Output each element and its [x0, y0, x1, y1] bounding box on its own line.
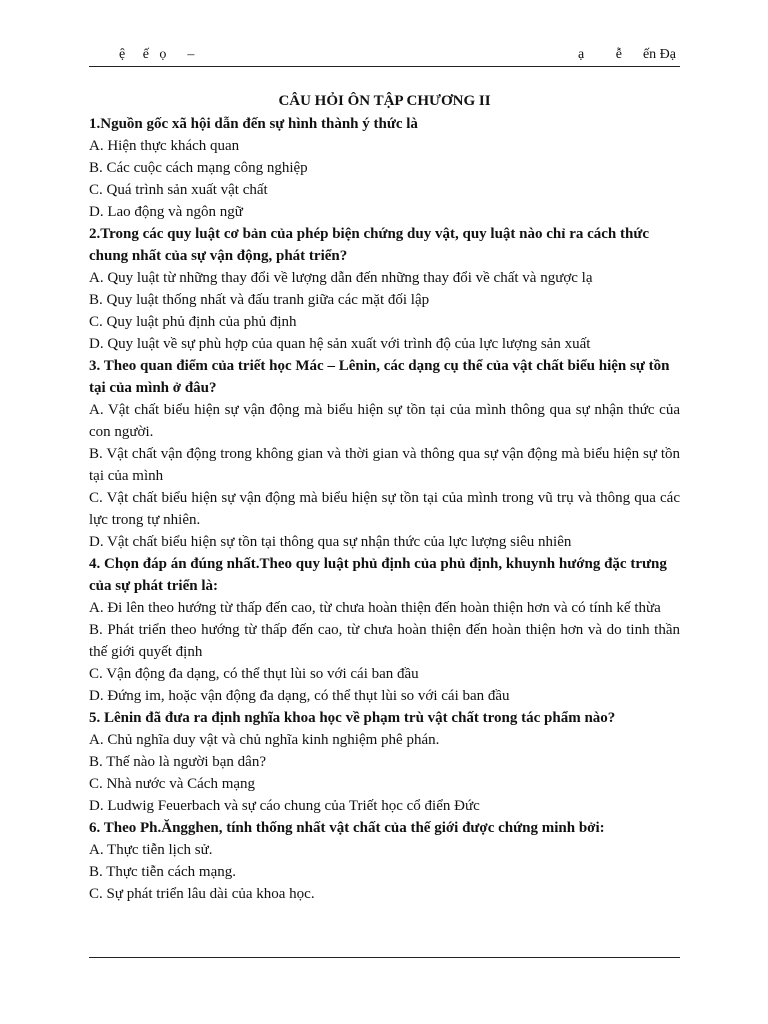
option-4d: D. Đứng im, hoặc vận động đa dạng, có thể thụt lùi so với cái ban đầu: [89, 688, 510, 704]
page-header: [89, 44, 680, 67]
question-5: 5. Lênin đã đưa ra định nghĩa khoa học về phạm trù vật chất trong tác phẩm nào?: [89, 710, 616, 726]
option-2d: D. Quy luật về sự phù hợp của quan hệ sản xuất với trình độ của lực lượng sản xuất: [89, 336, 591, 352]
option-1a: A. Hiện thực khách quan: [89, 138, 240, 154]
question-4: 4. Chọn đáp án đúng nhất.Theo quy luật phủ định của phủ định, khuynh hướng đặc trưng của sự phát triển là:: [89, 556, 667, 594]
option-6c: C. Sự phát triển lâu dài của khoa học.: [89, 886, 315, 902]
option-6a: A. Thực tiễn lịch sử.: [89, 842, 213, 858]
option-1c: C. Quá trình sản xuất vật chất: [89, 182, 268, 198]
question-block-3: [89, 355, 680, 553]
option-5b: B. Thế nào là người bạn dân?: [89, 754, 266, 770]
option-5a: A. Chủ nghĩa duy vật và chủ nghĩa kinh nghiệm phê phán.: [89, 732, 440, 748]
option-3c: C. Vật chất biểu hiện sự vận động mà biểu hiện sự tồn tại của mình trong vũ trụ và thông qua các lực trong tự nhiên.: [89, 490, 680, 528]
option-4a: A. Đi lên theo hướng từ thấp đến cao, từ chưa hoàn thiện đến hoàn thiện hơn và có tính kế thừa: [89, 600, 661, 616]
option-2b: B. Quy luật thống nhất và đấu tranh giữa các mặt đối lập: [89, 292, 430, 308]
option-3a: A. Vật chất biểu hiện sự vận động mà biểu hiện sự tồn tại của mình thông qua sự nhận thức của con người.: [89, 402, 680, 440]
header-right-text: ạ ễ ến Đạ: [578, 47, 676, 62]
document-body: [89, 90, 680, 905]
option-2c: C. Quy luật phủ định của phủ định: [89, 314, 297, 330]
question-2: 2.Trong các quy luật cơ bản của phép biện chứng duy vật, quy luật nào chỉ ra cách thức chung nhất của sự vận động, phát triển?: [89, 226, 650, 264]
option-5d: D. Ludwig Feuerbach và sự cáo chung của Triết học cổ điển Đức: [89, 798, 480, 814]
question-3: 3. Theo quan điểm của triết học Mác – Lênin, các dạng cụ thể của vật chất biểu hiện sự tồn tại của mình ở đâu?: [89, 358, 670, 396]
question-block-1: [89, 113, 680, 223]
option-4b: B. Phát triển theo hướng từ thấp đến cao, từ chưa hoàn thiện đến hoàn thiện hơn và do tinh thần thế giới quyết định: [89, 622, 680, 660]
option-3d: D. Vật chất biểu hiện sự tồn tại thông qua sự nhận thức của lực lượng siêu nhiên: [89, 534, 572, 550]
question-1: 1.Nguồn gốc xã hội dẫn đến sự hình thành ý thức là: [89, 116, 418, 132]
option-5c: C. Nhà nước và Cách mạng: [89, 776, 256, 792]
document-title: CÂU HỎI ÔN TẬP CHƯƠNG II: [278, 93, 491, 109]
question-block-2: [89, 223, 680, 355]
header-left-text: ệ ế ọ –: [119, 47, 195, 62]
option-4c: C. Vận động đa dạng, có thể thụt lùi so với cái ban đầu: [89, 666, 419, 682]
question-block-5: [89, 707, 680, 817]
option-1b: B. Các cuộc cách mạng công nghiệp: [89, 160, 308, 176]
question-block-6: [89, 817, 680, 905]
question-6: 6. Theo Ph.Ăngghen, tính thống nhất vật chất của thế giới được chứng minh bởi:: [89, 820, 605, 836]
footer-divider: [89, 957, 680, 958]
option-2a: A. Quy luật từ những thay đổi về lượng dẫn đến những thay đổi về chất và ngược lạ: [89, 270, 593, 286]
option-6b: B. Thực tiễn cách mạng.: [89, 864, 236, 880]
question-block-4: [89, 553, 680, 707]
option-3b: B. Vật chất vận động trong không gian và thời gian và thông qua sự vận động mà biểu hiện sự tồn tại của mình: [89, 446, 680, 484]
option-1d: D. Lao động và ngôn ngữ: [89, 204, 243, 220]
